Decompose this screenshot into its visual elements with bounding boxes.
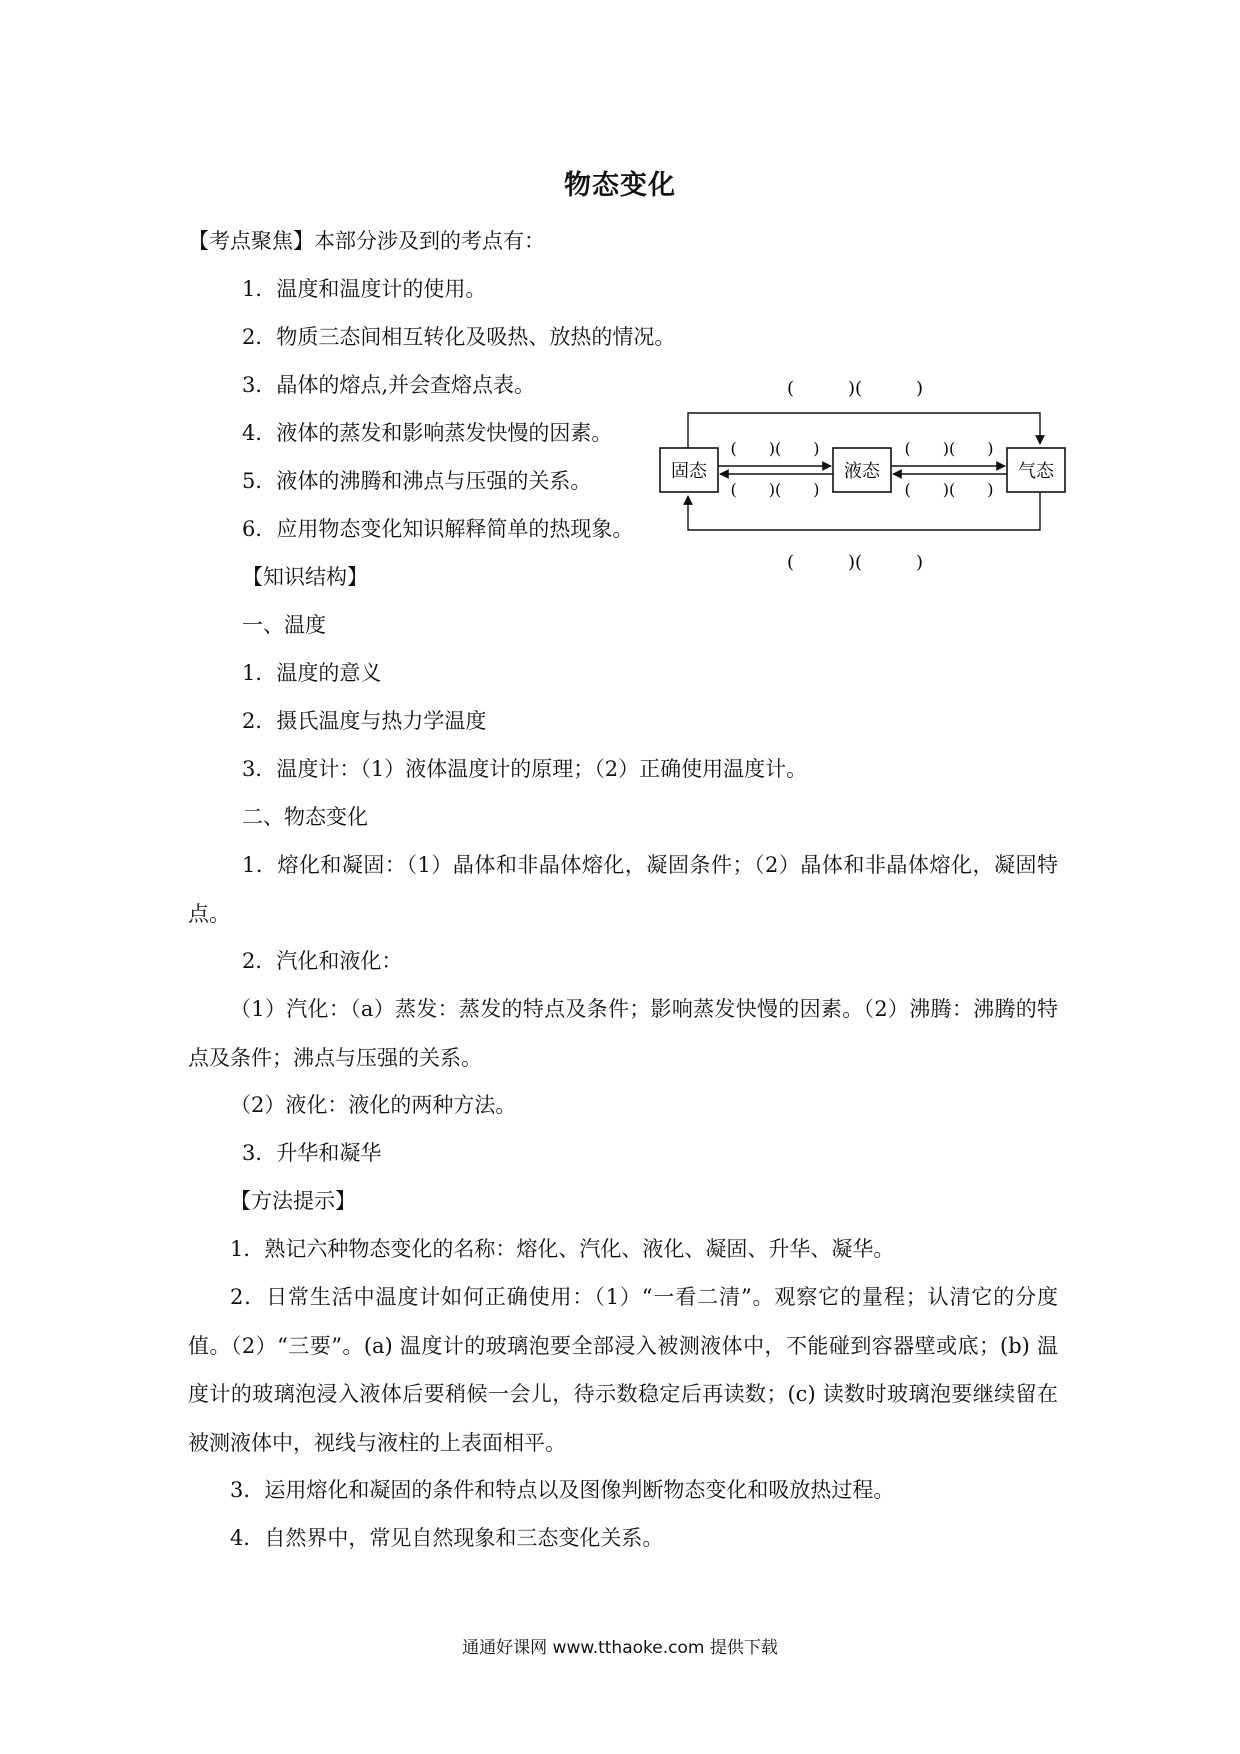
focus-item: 3．晶体的熔点,并会查熔点表。 [242,373,536,397]
top-blank-label: ( )( ) [786,378,924,399]
structure-paragraph: （2）液化：液化的两种方法。 [230,1093,517,1117]
focus-item: 2．物质三态间相互转化及吸热、放热的情况。 [242,325,676,349]
section-state-change: 二、物态变化 [242,805,368,829]
structure-paragraph: 1．熔化和凝固：（1）晶体和非晶体熔化，凝固条件；（2）晶体和非晶体熔化，凝固特点。 [188,853,1058,926]
focus-item: 1．温度和温度计的使用。 [242,277,487,301]
focus-item: 6．应用物态变化知识解释简单的热现象。 [242,517,634,541]
liquid-label: 液态 [844,461,880,482]
focus-item: 5．液体的沸腾和沸点与压强的关系。 [242,469,592,493]
solid-label: 固态 [671,461,707,482]
liquid-gas-upper-blank: ( )( ) [904,439,994,458]
state-change-diagram [655,370,1095,590]
structure-paragraph: 2．汽化和液化： [242,949,403,973]
method-item: 2．日常生活中温度计如何正确使用：（1）“一看二清”。观察它的量程；认清它的分度值。（2）“三要”。(a) 温度计的玻璃泡要全部浸入被测液体中，不能碰到容器壁或底；(b) 温度计的玻璃泡浸入液体后要稍候一会儿，待示数稳定后再读数；(c) 读数时玻璃泡要继续留在被测液体中，视线与液柱的上表面相平。 [188,1285,1058,1455]
temperature-item: 2．摄氏温度与热力学温度 [242,709,487,733]
page-title: 物态变化 [564,170,676,201]
focus-item: 4．液体的蒸发和影响蒸发快慢的因素。 [242,421,613,445]
bottom-blank-label: ( )( ) [786,552,924,573]
method-item: 3．运用熔化和凝固的条件和特点以及图像判断物态变化和吸放热过程。 [230,1478,895,1502]
structure-heading: 【知识结构】 [242,565,368,589]
method-item: 1．熟记六种物态变化的名称：熔化、汽化、液化、凝固、升华、凝华。 [230,1237,895,1261]
temperature-item: 1．温度的意义 [242,661,382,685]
method-heading: 【方法提示】 [230,1189,356,1213]
footer: 通通好课网 www.tthaoke.com 提供下载 [462,1638,778,1658]
temperature-item: 3．温度计：（1）液体温度计的原理；（2）正确使用温度计。 [242,757,808,781]
method-item: 4．自然界中，常见自然现象和三态变化关系。 [230,1526,664,1550]
gas-label: 气态 [1018,461,1054,482]
structure-paragraph: 3．升华和凝华 [242,1141,382,1165]
focus-heading: 【考点聚焦】本部分涉及到的考点有： [188,229,545,253]
liquid-gas-lower-blank: ( )( ) [904,480,994,499]
solid-liquid-upper-blank: ( )( ) [730,439,820,458]
section-temperature: 一、温度 [242,613,326,637]
solid-liquid-lower-blank: ( )( ) [730,480,820,499]
structure-paragraph: （1）汽化：（a）蒸发：蒸发的特点及条件；影响蒸发快慢的因素。（2）沸腾：沸腾的特点及条件；沸点与压强的关系。 [188,997,1058,1070]
